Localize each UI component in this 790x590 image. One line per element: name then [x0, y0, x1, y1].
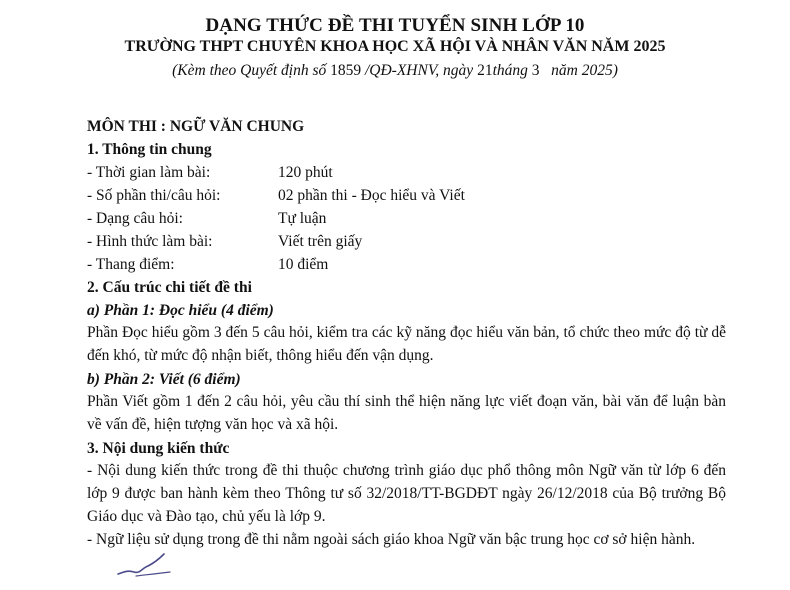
section-3-heading: 3. Nội dung kiến thức: [87, 440, 230, 457]
part-2-text: Phần Viết gồm 1 đến 2 câu hỏi, yêu cầu thí sinh thể hiện năng lực viết đoạn văn, bài văn để luận bàn về vấn đề, hiện tượng văn học và xã hội.: [87, 393, 726, 433]
info-row: [87, 186, 465, 206]
content-item-1: - Nội dung kiến thức trong đề thi thuộc chương trình giáo dục phổ thông môn Ngữ văn từ lớp 6 đến lớp 9 được ban hành kèm theo Thông tư số 32/2018/TT-BGDĐT ngày 26/12/2018 của Bộ trưởng Bộ Giáo dục và Đào tạo, chủ yếu là lớp 9.: [87, 462, 726, 525]
decision-month-text: tháng: [492, 62, 532, 79]
info-label: - Số phần thi/câu hỏi:: [87, 187, 221, 204]
decision-year-text: năm 2025): [539, 62, 618, 79]
info-value: 120 phút: [278, 164, 333, 181]
decision-month: 3: [531, 62, 540, 79]
info-value: Viết trên giấy: [278, 233, 363, 250]
info-label: - Thời gian làm bài:: [87, 164, 211, 181]
part-2-title: b) Phần 2: Viết (6 điểm): [87, 371, 241, 388]
decision-prefix: (Kèm theo Quyết định số: [172, 62, 331, 79]
decision-line: [0, 62, 790, 80]
signature-mark: [114, 548, 174, 582]
part-1-title: a) Phần 1: Đọc hiểu (4 điểm): [87, 302, 274, 319]
part-1-text: Phần Đọc hiểu gồm 3 đến 5 câu hỏi, kiểm tra các kỹ năng đọc hiểu văn bản, tổ chức theo mức độ từ dễ đến khó, từ mức độ nhận biết, thông hiểu đến vận dụng.: [87, 324, 726, 364]
info-row: [87, 255, 328, 275]
info-value: 10 điểm: [278, 256, 329, 273]
decision-day: 21: [477, 62, 493, 79]
info-value: Tự luận: [278, 210, 327, 227]
decision-number: 1859: [330, 62, 362, 79]
section-2-heading: 2. Cấu trúc chi tiết đề thi: [87, 279, 252, 296]
decision-mid: /QĐ-XHNV, ngày: [361, 62, 478, 79]
info-label: - Dạng câu hỏi:: [87, 210, 183, 227]
info-label: - Thang điểm:: [87, 256, 175, 273]
info-row: [87, 209, 326, 229]
school-name: TRƯỜNG THPT CHUYÊN KHOA HỌC XÃ HỘI VÀ NHÂN VĂN NĂM 2025: [124, 38, 666, 55]
subject-heading: MÔN THI : NGỮ VĂN CHUNG: [87, 118, 305, 135]
document-title: DẠNG THỨC ĐỀ THI TUYỂN SINH LỚP 10: [205, 15, 585, 36]
info-value: 02 phần thi - Đọc hiểu và Viết: [278, 187, 465, 204]
info-label: - Hình thức làm bài:: [87, 233, 213, 250]
info-row: [87, 163, 333, 183]
content-item-2: - Ngữ liệu sử dụng trong đề thi nằm ngoài sách giáo khoa Ngữ văn bậc trung học cơ sở hiện hành.: [87, 531, 696, 548]
section-1-heading: 1. Thông tin chung: [87, 141, 212, 158]
info-row: [87, 232, 362, 252]
